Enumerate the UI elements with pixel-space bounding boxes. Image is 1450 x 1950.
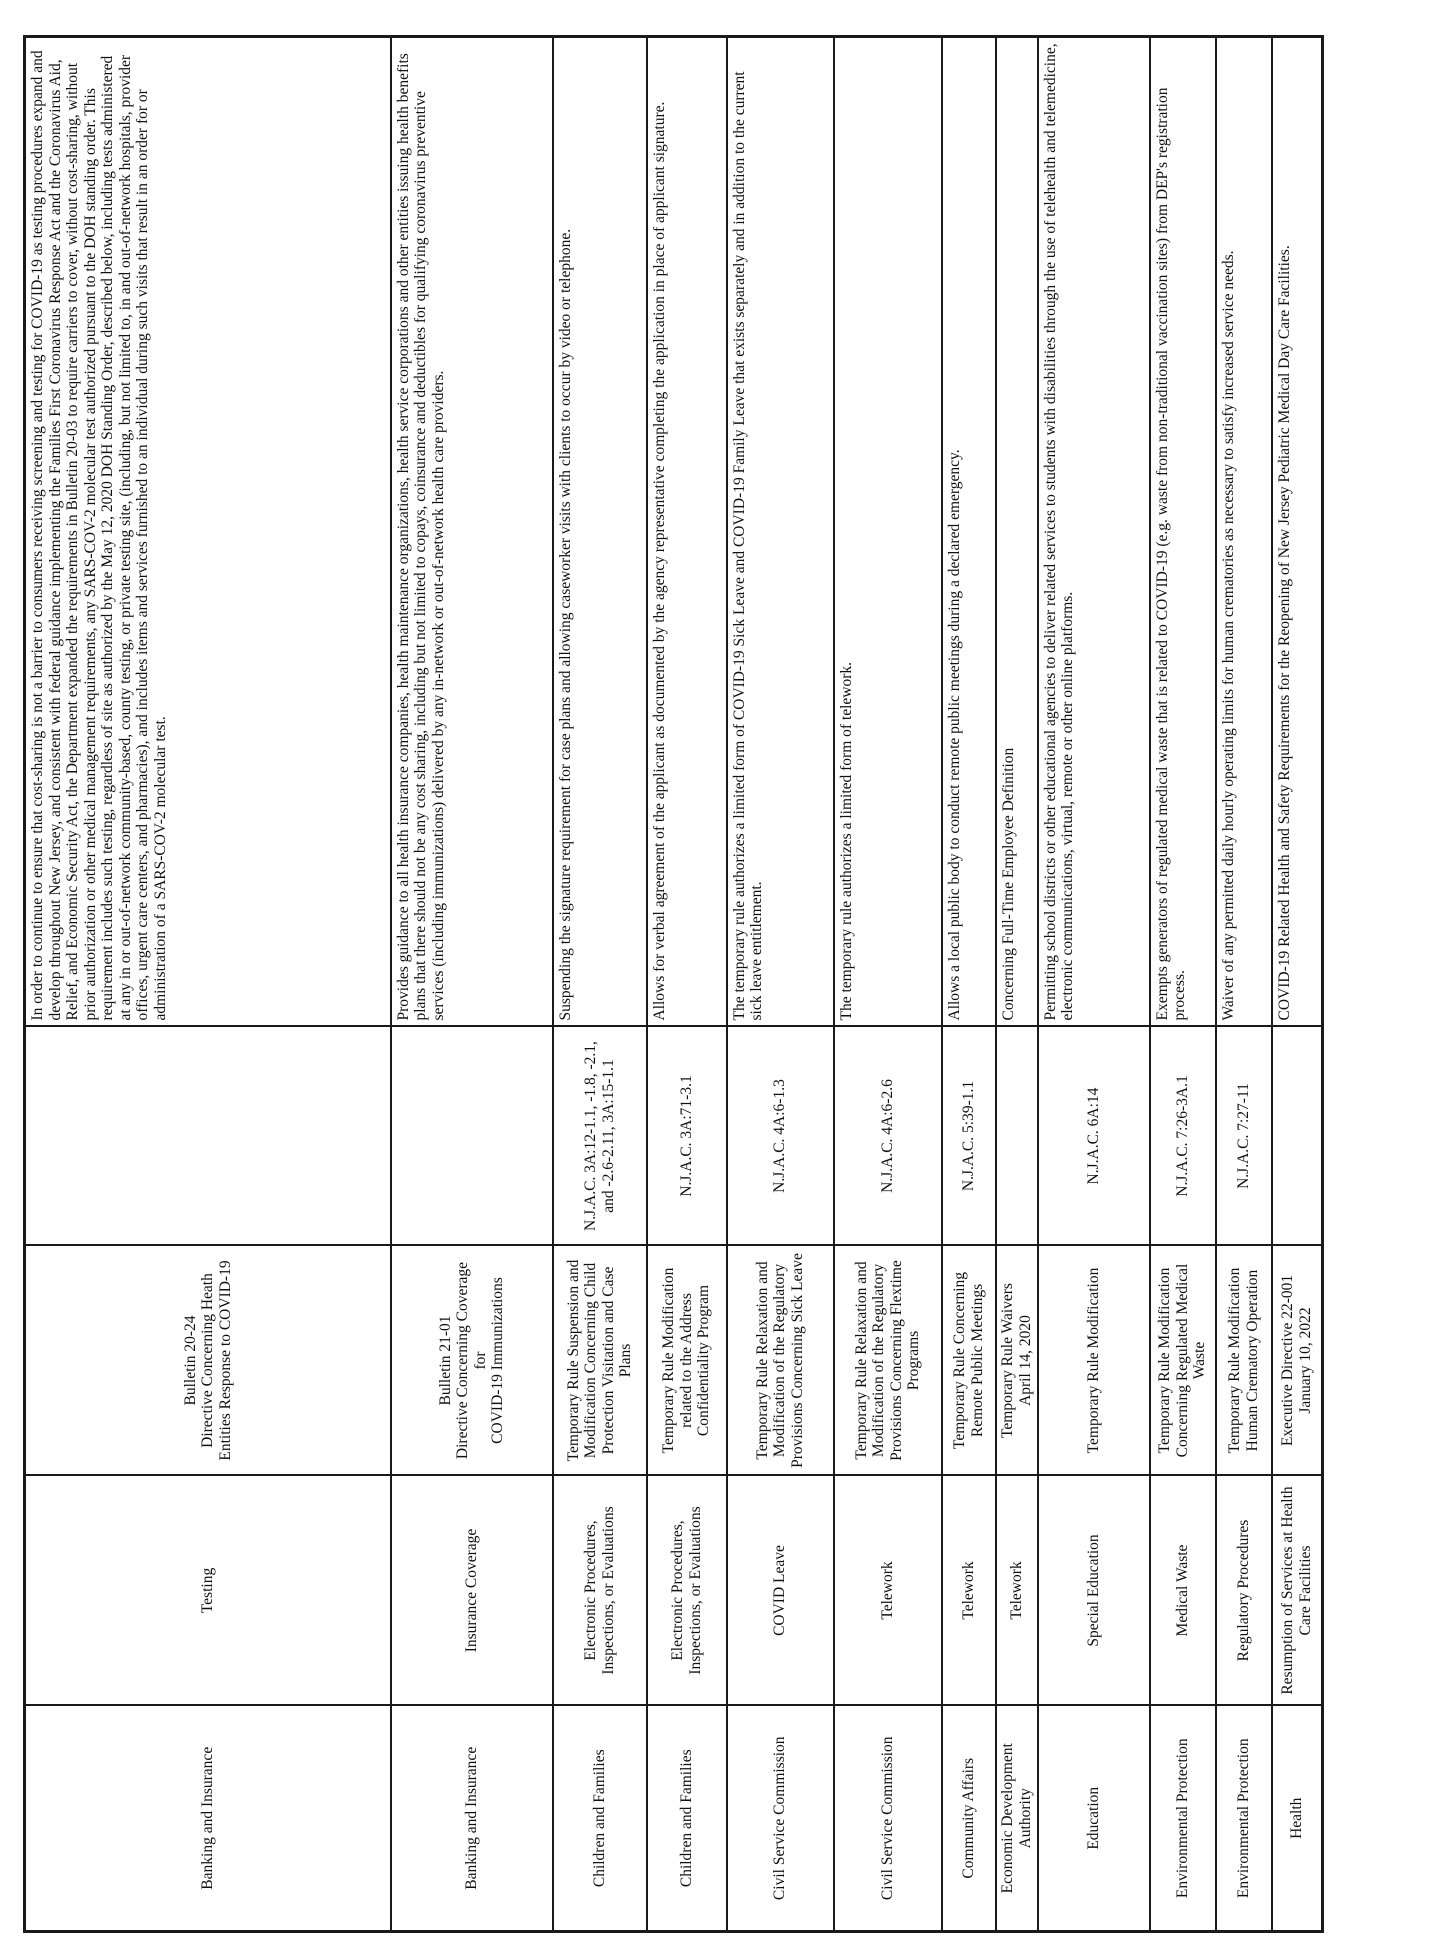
document-line: Human Crematory Operation — [1243, 1269, 1261, 1452]
citation-cell — [25, 1027, 391, 1246]
document-line: April 14, 2020 — [1016, 1315, 1034, 1406]
document-line: Modification of the Regulatory — [771, 1263, 789, 1458]
document-line: Temporary Rule Waivers — [999, 1283, 1016, 1438]
document-line: Provisions Concerning Sick Leave — [788, 1253, 806, 1468]
subject-cell: Telework — [996, 1476, 1038, 1706]
table-row — [942, 37, 996, 1932]
document-line: Directive Concerning Heath — [199, 1273, 216, 1448]
description-cell: COVID-19 Related Health and Safety Requirements for the Reopening of New Jersey Pediatric Medical Day Care Facilities. — [1272, 37, 1323, 1027]
document-line: Bulletin 20-24 — [181, 1315, 199, 1406]
citation-cell: N.J.A.C. 5:39-1.1 — [942, 1027, 996, 1246]
document-cell — [647, 1246, 727, 1476]
document-line: Temporary Rule Modification — [660, 1267, 678, 1454]
document-line: January 10, 2022 — [1296, 1307, 1314, 1414]
table-row — [996, 37, 1038, 1932]
table-row — [834, 37, 942, 1932]
agency-cell: Education — [1038, 1706, 1150, 1932]
document-line: Temporary Rule Modification — [1226, 1267, 1243, 1454]
table-row — [727, 37, 834, 1932]
document-cell — [1216, 1246, 1272, 1476]
agency-cell: Banking and Insurance — [25, 1706, 391, 1932]
agency-cell: Health — [1272, 1706, 1323, 1932]
citation-cell: N.J.A.C. 4A:6-2.6 — [834, 1027, 942, 1246]
document-cell — [727, 1246, 834, 1476]
document-line: Temporary Rule Suspension and — [564, 1259, 582, 1462]
document-line: Bulletin 21-01 — [436, 1315, 454, 1406]
document-line: Protection Visitation and Case — [599, 1266, 617, 1455]
table-row — [1216, 37, 1272, 1932]
table-row — [1272, 37, 1323, 1932]
subject-cell: Regulatory Procedures — [1216, 1476, 1272, 1706]
table-row — [25, 37, 391, 1932]
agency-cell: Civil Service Commission — [834, 1706, 942, 1932]
table-row — [391, 37, 553, 1932]
document-cell — [1038, 1246, 1150, 1476]
citation-cell: N.J.A.C. 7:27-11 — [1216, 1027, 1272, 1246]
document-cell — [996, 1246, 1038, 1476]
regulations-table — [23, 35, 1324, 1933]
citation-cell: N.J.A.C. 3A:71-3.1 — [647, 1027, 727, 1246]
document-line: Temporary Rule Relaxation and — [753, 1261, 771, 1460]
document-line: Directive Concerning Coverage for — [454, 1261, 489, 1460]
document-line: Executive Directive 22-001 — [1279, 1274, 1297, 1447]
agency-cell: Children and Families — [647, 1706, 727, 1932]
document-line: Entities Response to COVID-19 — [216, 1260, 234, 1461]
table-row — [1150, 37, 1216, 1932]
agency-cell: Civil Service Commission — [727, 1706, 834, 1932]
citation-cell — [996, 1027, 1038, 1246]
document-cell — [553, 1246, 647, 1476]
description-cell: Concerning Full-Time Employee Definition — [996, 37, 1038, 1027]
agency-cell: Environmental Protection — [1216, 1706, 1272, 1932]
subject-cell: Resumption of Services at Health Care Facilities — [1272, 1476, 1323, 1706]
document-cell — [25, 1246, 391, 1476]
subject-cell: Insurance Coverage — [391, 1476, 553, 1706]
document-line: Provisions Concerning Flextime — [887, 1260, 905, 1461]
document-cell — [1272, 1246, 1323, 1476]
description-cell: Provides guidance to all health insurance companies, health maintenance organizations, health service corporations and other entities issuing health benefits plans that there should not be any cost sharing, including but not limited to copays, coinsurance and deductibles for qualifying coronavirus preventive services (including immunizations) delivered by any in-network or out-of-network health care providers. — [391, 37, 553, 1027]
subject-cell: Telework — [834, 1476, 942, 1706]
description-cell: Allows for verbal agreement of the applicant as documented by the agency representative completing the application in place of applicant signature. — [647, 37, 727, 1027]
document-line: COVID-19 Immunizations — [489, 1277, 506, 1444]
agency-cell: Community Affairs — [942, 1706, 996, 1932]
document-line: Modification of the Regulatory — [870, 1263, 887, 1458]
document-line: Temporary Rule Relaxation and — [852, 1261, 870, 1460]
document-line: Waste — [1191, 1341, 1209, 1380]
subject-cell: Electronic Procedures, Inspections, or Evaluations — [647, 1476, 727, 1706]
citation-cell: N.J.A.C. 7:26-3A.1 — [1150, 1027, 1216, 1246]
agency-cell: Children and Families — [553, 1706, 647, 1932]
document-line: Plans — [617, 1343, 634, 1378]
document-line: Programs — [905, 1330, 922, 1391]
subject-cell: COVID Leave — [727, 1476, 834, 1706]
description-cell: The temporary rule authorizes a limited form of telework. — [834, 37, 942, 1027]
description-cell: Allows a local public body to conduct remote public meetings during a declared emergency. — [942, 37, 996, 1027]
agency-cell: Banking and Insurance — [391, 1706, 553, 1932]
description-cell: Exempts generators of regulated medical waste that is related to COVID-19 (e.g. waste from non-traditional vaccination sites) from DEP's registration process. — [1150, 37, 1216, 1027]
citation-cell — [1272, 1027, 1323, 1246]
subject-cell: Special Education — [1038, 1476, 1150, 1706]
document-line: related to the Address — [677, 1293, 695, 1428]
subject-cell: Telework — [942, 1476, 996, 1706]
document-cell — [391, 1246, 553, 1476]
agency-cell: Environmental Protection — [1150, 1706, 1216, 1932]
document-line: Temporary Rule Modification — [1084, 1267, 1102, 1454]
document-line: Concerning Regulated Medical — [1173, 1263, 1191, 1458]
description-cell: Suspending the signature requirement for case plans and allowing caseworker visits with clients to occur by video or telephone. — [553, 37, 647, 1027]
document-line: Temporary Rule Modification — [1156, 1267, 1174, 1454]
agency-cell: Economic Development Authority — [996, 1706, 1038, 1932]
description-cell: In order to continue to ensure that cost-sharing is not a barrier to consumers receiving screening and testing for COVID-19 as testing procedures expand and develop throughout New Jersey, and consistent with federal guidance implementing the Families First Coronavirus Response Act and the Coronavirus Aid, Relief, and Economic Security Act, the Department expanded the requirements in Bulletin 20-03 to require carriers to cover, without cost-sharing, without prior authorization or other medical management requirements, any SARS-COV-2 molecular test authorized pursuant to the DOH standing order. This requirement includes such testing, regardless of site as authorized by the May 12, 2020 DOH Standing Order, described below, including tests administered at any in or out-of-network community-based, county testing, or private testing site, (including, but not limited to, in and out-of-network hospitals, provider offices, urgent care centers, and pharmacies), and includes items and services furnished to an individual during such visits that result in an order for or administration of a SARS-COV-2 molecular test. — [25, 37, 391, 1027]
subject-cell: Electronic Procedures, Inspections, or Evaluations — [553, 1476, 647, 1706]
document-cell — [834, 1246, 942, 1476]
document-line: Remote Public Meetings — [968, 1283, 986, 1438]
document-line: Modification Concerning Child — [582, 1262, 599, 1459]
document-line: Temporary Rule Concerning — [951, 1271, 968, 1450]
citation-cell: N.J.A.C. 4A:6-1.3 — [727, 1027, 834, 1246]
citation-cell — [391, 1027, 553, 1246]
description-cell: Waiver of any permitted daily hourly operating limits for human crematories as necessary to satisfy increased service needs. — [1216, 37, 1272, 1027]
description-cell: The temporary rule authorizes a limited form of COVID-19 Sick Leave and COVID-19 Family Leave that exists separately and in addition to the current sick leave entitlement. — [727, 37, 834, 1027]
citation-cell: N.J.A.C. 6A:14 — [1038, 1027, 1150, 1246]
table-row — [553, 37, 647, 1932]
subject-cell: Medical Waste — [1150, 1476, 1216, 1706]
table-row — [1038, 37, 1150, 1932]
document-cell — [1150, 1246, 1216, 1476]
document-line: Confidentiality Program — [695, 1284, 713, 1437]
subject-cell: Testing — [25, 1476, 391, 1706]
description-cell: Permitting school districts or other educational agencies to deliver related services to students with disabilities through the use of telehealth and telemedicine, electronic communications, virtual, remote or other online platforms. — [1038, 37, 1150, 1027]
citation-cell: N.J.A.C. 3A:12-1.1, -1.8, -2.1, and -2.6-2.11, 3A:15-1.1 — [553, 1027, 647, 1246]
table-row — [647, 37, 727, 1932]
rotated-page — [23, 38, 1413, 1933]
document-cell — [942, 1246, 996, 1476]
